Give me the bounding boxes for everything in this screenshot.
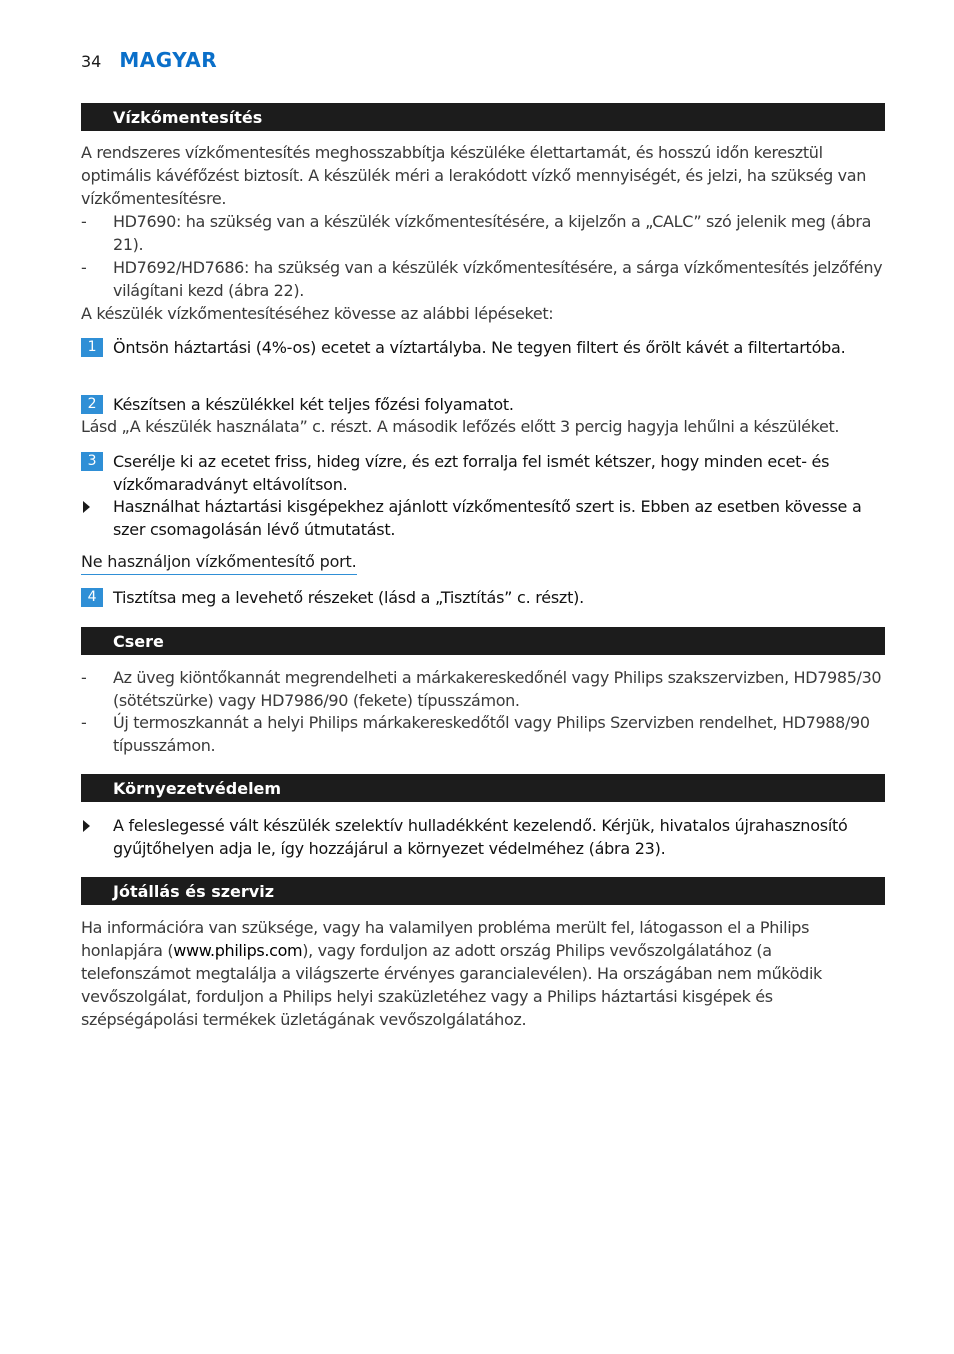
- tip-arrow-icon: [83, 820, 90, 832]
- replacement-dash-item: [81, 711, 885, 757]
- replacement-dash-item: [81, 666, 885, 712]
- step-text: Cserélje ki az ecetet friss, hideg vízre, és ezt forralja fel ismét kétszer, hogy minden ecet- és vízkőmaradványt eltávolítson.: [113, 452, 830, 494]
- guarantee-text-end: ), vagy forduljon az adott ország Philips vevőszolgálatához (a telefonszámot megtalálja a világszerte érvényes garancialevélen). Ha országában nem működik vevőszolgálat, forduljon a Philips helyi szaküzletéhez vagy a Philips háztartási kisgépek és szépségápolási termékek üzletágának vevőszolgálatához.: [81, 941, 822, 1029]
- step-4: [81, 586, 885, 609]
- step-1: [81, 336, 885, 359]
- section-title-descaling: Vízkőmentesítés: [81, 103, 885, 131]
- section-title-replacement: Csere: [81, 627, 885, 655]
- step-3: [81, 450, 885, 496]
- tip-text: A feleslegessé vált készülék szelektív hulladékként kezelendő. Kérjük, hivatalos újrahasznosító gyűjtőhelyen adja le, így hozzájárul a környezet védelméhez (ábra 23).: [113, 816, 848, 858]
- step-2-note: Lásd „A készülék használata” c. részt. A második lefőzés előtt 3 percig hagyja lehűlni a készüléket.: [81, 417, 840, 436]
- dash-marker: -: [81, 212, 87, 231]
- step-text: Öntsön háztartási (4%-os) ecetet a víztartályba. Ne tegyen filtert és őrölt kávét a filtertartóba.: [113, 338, 846, 357]
- descaling-dash-item: [81, 256, 885, 302]
- guarantee-text: [81, 916, 885, 1031]
- environment-tip: [81, 814, 885, 860]
- descaling-lead: A készülék vízkőmentesítéséhez kövesse az alábbi lépéseket:: [81, 304, 554, 323]
- philips-website-link[interactable]: www.philips.com: [173, 941, 303, 960]
- dash-item-text: Az üveg kiöntőkannát megrendelheti a márkakereskedőnél vagy Philips szakszervizben, HD7985/30 (sötétszürke) vagy HD7986/90 (fekete) típusszámon.: [113, 668, 882, 710]
- step-number-badge: 3: [81, 452, 103, 471]
- tip-text: Használhat háztartási kisgépekhez ajánlott vízkőmentesítő szert is. Ebben az esetben kövesse a szer csomagolásán lévő útmutatást.: [113, 497, 862, 539]
- dash-item-text: HD7690: ha szükség van a készülék vízkőmentesítésére, a kijelzőn a „CALC” szó jelenik meg (ábra 21).: [113, 212, 872, 254]
- page-header: [81, 48, 217, 74]
- descaling-tip: [81, 495, 885, 541]
- descaling-warning: Ne használjon vízkőmentesítő port.: [81, 551, 357, 575]
- step-number-badge: 2: [81, 395, 103, 414]
- dash-item-text: HD7692/HD7686: ha szükség van a készülék vízkőmentesítésére, a sárga vízkőmentesítés jelzőfény világítani kezd (ábra 22).: [113, 258, 883, 300]
- dash-marker: -: [81, 258, 87, 277]
- step-text: Tisztítsa meg a levehető részeket (lásd a „Tisztítás” c. részt).: [113, 588, 584, 607]
- dash-marker: -: [81, 713, 87, 732]
- descaling-dash-item: [81, 210, 885, 256]
- dash-marker: -: [81, 668, 87, 687]
- step-number-badge: 1: [81, 338, 103, 357]
- page-number: 34: [81, 52, 102, 71]
- dash-item-text: Új termoszkannát a helyi Philips márkakereskedőtől vagy Philips Szervizben rendelhet, HD7988/90 típusszámon.: [113, 713, 870, 755]
- step-2: [81, 393, 885, 416]
- descaling-intro: A rendszeres vízkőmentesítés meghosszabbítja készüléke élettartamát, és hosszú időn keresztül optimális kávéfőzést biztosít. A készülék méri a lerakódott vízkő mennyiségét, és jelzi, ha szükség van vízkőmentesítésre.: [81, 143, 867, 208]
- step-text: Készítsen a készülékkel két teljes főzési folyamatot.: [113, 395, 514, 414]
- guarantee-text-start: Ha információra van szüksége, vagy ha valamilyen probléma merült fel, látogasson el a Philips honlapjára (: [81, 918, 810, 960]
- step-number-badge: 4: [81, 588, 103, 607]
- tip-arrow-icon: [83, 501, 90, 513]
- section-title-environment: Környezetvédelem: [81, 774, 885, 802]
- section-title-guarantee: Jótállás és szerviz: [81, 877, 885, 905]
- language-title: MAGYAR: [119, 48, 218, 72]
